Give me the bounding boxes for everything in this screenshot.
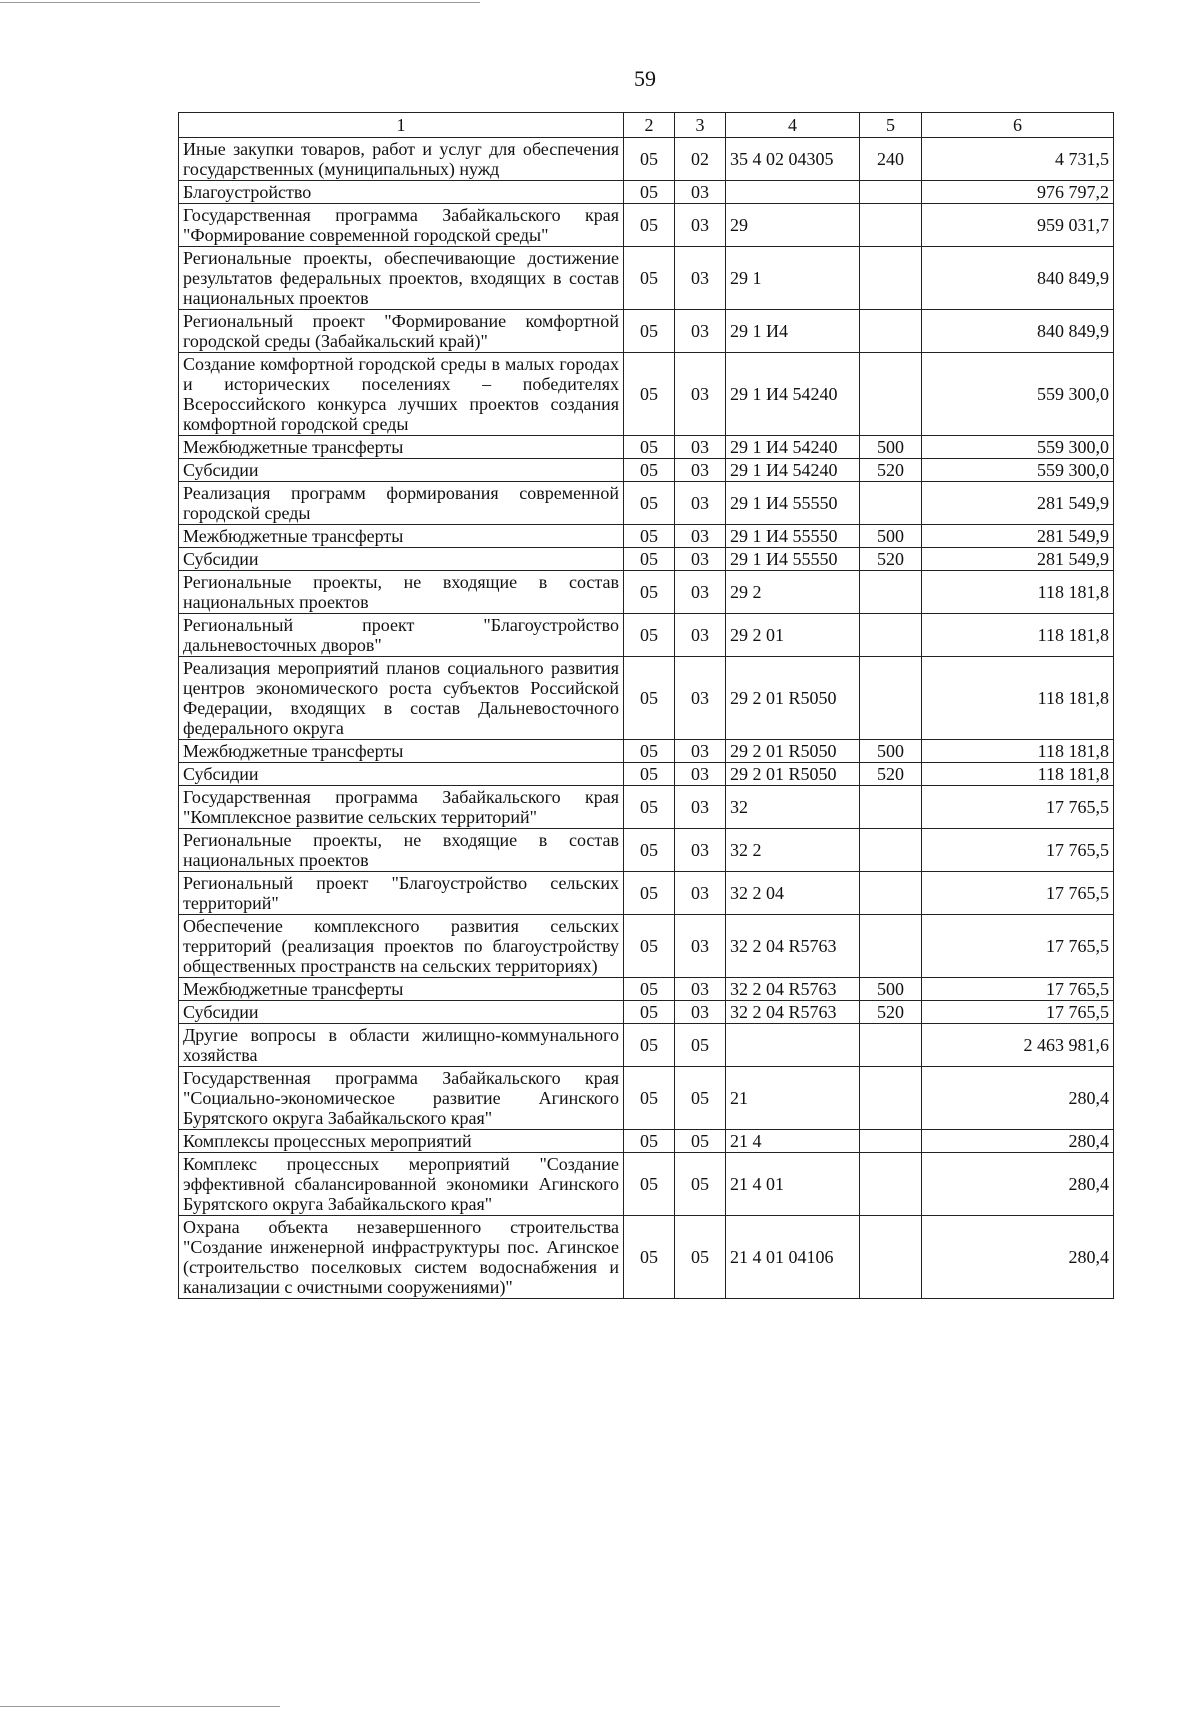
table-row bbox=[179, 786, 1114, 829]
row-name: Субсидии bbox=[179, 459, 624, 482]
row-subsection: 03 bbox=[675, 204, 726, 247]
scan-edge-bottom bbox=[0, 1706, 280, 1707]
row-amount: 4 731,5 bbox=[922, 138, 1114, 181]
row-target-article: 29 1 bbox=[726, 247, 860, 310]
row-amount: 118 181,8 bbox=[922, 614, 1114, 657]
row-amount: 840 849,9 bbox=[922, 310, 1114, 353]
row-amount: 118 181,8 bbox=[922, 657, 1114, 740]
row-name: Государственная программа Забайкальского края "Формирование современной городской среды" bbox=[179, 204, 624, 247]
row-target-article: 32 2 04 bbox=[726, 872, 860, 915]
row-name: Субсидии bbox=[179, 1001, 624, 1024]
row-name: Иные закупки товаров, работ и услуг для обеспечения государственных (муниципальных) нужд bbox=[179, 138, 624, 181]
row-name: Межбюджетные трансферты bbox=[179, 978, 624, 1001]
row-expense-type bbox=[860, 829, 922, 872]
row-amount: 281 549,9 bbox=[922, 548, 1114, 571]
row-name: Субсидии bbox=[179, 763, 624, 786]
row-expense-type bbox=[860, 915, 922, 978]
row-subsection: 03 bbox=[675, 740, 726, 763]
row-name: Межбюджетные трансферты bbox=[179, 436, 624, 459]
row-section: 05 bbox=[624, 138, 675, 181]
header-col-2: 2 bbox=[624, 113, 675, 138]
row-amount: 17 765,5 bbox=[922, 786, 1114, 829]
header-col-5: 5 bbox=[860, 113, 922, 138]
row-amount: 17 765,5 bbox=[922, 915, 1114, 978]
row-name: Региональные проекты, не входящие в состав национальных проектов bbox=[179, 829, 624, 872]
row-expense-type bbox=[860, 482, 922, 525]
row-expense-type: 500 bbox=[860, 525, 922, 548]
row-expense-type bbox=[860, 1130, 922, 1153]
row-section: 05 bbox=[624, 872, 675, 915]
row-target-article: 29 2 01 R5050 bbox=[726, 740, 860, 763]
row-subsection: 02 bbox=[675, 138, 726, 181]
row-target-article: 29 1 И4 55550 bbox=[726, 525, 860, 548]
row-section: 05 bbox=[624, 915, 675, 978]
row-target-article: 29 2 01 bbox=[726, 614, 860, 657]
table-row bbox=[179, 181, 1114, 204]
row-section: 05 bbox=[624, 353, 675, 436]
row-expense-type bbox=[860, 181, 922, 204]
row-subsection: 03 bbox=[675, 353, 726, 436]
budget-table bbox=[178, 112, 1114, 1299]
row-amount: 118 181,8 bbox=[922, 740, 1114, 763]
row-target-article: 29 1 И4 55550 bbox=[726, 482, 860, 525]
header-col-4: 4 bbox=[726, 113, 860, 138]
scan-edge-top bbox=[0, 2, 480, 3]
row-subsection: 03 bbox=[675, 459, 726, 482]
table-row bbox=[179, 1067, 1114, 1130]
row-target-article: 29 bbox=[726, 204, 860, 247]
row-name: Реализация мероприятий планов социального развития центров экономического роста субъектов Российской Федерации, входящих в состав Дальневосточного федерального округа bbox=[179, 657, 624, 740]
row-expense-type bbox=[860, 1153, 922, 1216]
row-amount: 17 765,5 bbox=[922, 872, 1114, 915]
row-subsection: 05 bbox=[675, 1130, 726, 1153]
row-expense-type: 520 bbox=[860, 763, 922, 786]
row-expense-type bbox=[860, 353, 922, 436]
row-expense-type bbox=[860, 310, 922, 353]
row-target-article bbox=[726, 181, 860, 204]
table-row bbox=[179, 548, 1114, 571]
row-amount: 559 300,0 bbox=[922, 436, 1114, 459]
row-amount: 280,4 bbox=[922, 1153, 1114, 1216]
row-target-article: 32 2 04 R5763 bbox=[726, 978, 860, 1001]
row-name: Реализация программ формирования современной городской среды bbox=[179, 482, 624, 525]
row-name: Обеспечение комплексного развития сельских территорий (реализация проектов по благоустройству общественных пространств на сельских территориях) bbox=[179, 915, 624, 978]
row-amount: 281 549,9 bbox=[922, 482, 1114, 525]
row-expense-type: 500 bbox=[860, 740, 922, 763]
row-name: Государственная программа Забайкальского края "Комплексное развитие сельских территорий" bbox=[179, 786, 624, 829]
row-section: 05 bbox=[624, 548, 675, 571]
header-col-6: 6 bbox=[922, 113, 1114, 138]
table-row bbox=[179, 915, 1114, 978]
table-row bbox=[179, 657, 1114, 740]
row-subsection: 03 bbox=[675, 915, 726, 978]
row-section: 05 bbox=[624, 786, 675, 829]
row-section: 05 bbox=[624, 657, 675, 740]
row-expense-type bbox=[860, 657, 922, 740]
row-amount: 17 765,5 bbox=[922, 978, 1114, 1001]
row-target-article bbox=[726, 1024, 860, 1067]
row-target-article: 29 1 И4 54240 bbox=[726, 459, 860, 482]
row-subsection: 03 bbox=[675, 763, 726, 786]
row-section: 05 bbox=[624, 436, 675, 459]
row-subsection: 03 bbox=[675, 872, 726, 915]
table-row bbox=[179, 1216, 1114, 1299]
table-row bbox=[179, 978, 1114, 1001]
row-target-article: 29 2 01 R5050 bbox=[726, 763, 860, 786]
table-row bbox=[179, 571, 1114, 614]
row-amount: 280,4 bbox=[922, 1067, 1114, 1130]
table-row bbox=[179, 614, 1114, 657]
table-row bbox=[179, 1153, 1114, 1216]
row-section: 05 bbox=[624, 482, 675, 525]
row-subsection: 03 bbox=[675, 482, 726, 525]
row-target-article: 29 1 И4 54240 bbox=[726, 353, 860, 436]
row-section: 05 bbox=[624, 247, 675, 310]
row-section: 05 bbox=[624, 571, 675, 614]
row-name: Межбюджетные трансферты bbox=[179, 525, 624, 548]
row-section: 05 bbox=[624, 1153, 675, 1216]
row-expense-type bbox=[860, 571, 922, 614]
row-subsection: 03 bbox=[675, 829, 726, 872]
table-row bbox=[179, 436, 1114, 459]
row-target-article: 32 bbox=[726, 786, 860, 829]
row-expense-type: 500 bbox=[860, 436, 922, 459]
row-amount: 959 031,7 bbox=[922, 204, 1114, 247]
row-subsection: 03 bbox=[675, 1001, 726, 1024]
row-target-article: 32 2 04 R5763 bbox=[726, 1001, 860, 1024]
table-header-row bbox=[179, 113, 1114, 138]
row-amount: 976 797,2 bbox=[922, 181, 1114, 204]
row-expense-type: 520 bbox=[860, 548, 922, 571]
table-row bbox=[179, 1024, 1114, 1067]
row-expense-type bbox=[860, 1067, 922, 1130]
table-row bbox=[179, 829, 1114, 872]
row-section: 05 bbox=[624, 181, 675, 204]
row-amount: 118 181,8 bbox=[922, 571, 1114, 614]
row-section: 05 bbox=[624, 1024, 675, 1067]
header-col-1: 1 bbox=[179, 113, 624, 138]
row-section: 05 bbox=[624, 525, 675, 548]
table-row bbox=[179, 247, 1114, 310]
row-target-article: 29 1 И4 54240 bbox=[726, 436, 860, 459]
page-number: 59 bbox=[634, 66, 656, 91]
row-expense-type bbox=[860, 872, 922, 915]
row-expense-type: 520 bbox=[860, 459, 922, 482]
row-section: 05 bbox=[624, 459, 675, 482]
table-row bbox=[179, 459, 1114, 482]
row-amount: 118 181,8 bbox=[922, 763, 1114, 786]
row-name: Региональный проект "Благоустройство дальневосточных дворов" bbox=[179, 614, 624, 657]
row-section: 05 bbox=[624, 1001, 675, 1024]
row-amount: 840 849,9 bbox=[922, 247, 1114, 310]
row-amount: 280,4 bbox=[922, 1130, 1114, 1153]
table-row bbox=[179, 740, 1114, 763]
row-amount: 559 300,0 bbox=[922, 459, 1114, 482]
row-subsection: 03 bbox=[675, 548, 726, 571]
row-amount: 559 300,0 bbox=[922, 353, 1114, 436]
row-amount: 17 765,5 bbox=[922, 829, 1114, 872]
row-target-article: 32 2 04 R5763 bbox=[726, 915, 860, 978]
row-subsection: 03 bbox=[675, 436, 726, 459]
row-expense-type: 520 bbox=[860, 1001, 922, 1024]
row-subsection: 03 bbox=[675, 181, 726, 204]
table-row bbox=[179, 482, 1114, 525]
row-subsection: 03 bbox=[675, 657, 726, 740]
row-name: Субсидии bbox=[179, 548, 624, 571]
row-target-article: 21 4 bbox=[726, 1130, 860, 1153]
row-section: 05 bbox=[624, 978, 675, 1001]
row-subsection: 03 bbox=[675, 571, 726, 614]
row-subsection: 03 bbox=[675, 614, 726, 657]
table-row bbox=[179, 204, 1114, 247]
row-amount: 2 463 981,6 bbox=[922, 1024, 1114, 1067]
row-section: 05 bbox=[624, 1216, 675, 1299]
row-target-article: 29 2 01 R5050 bbox=[726, 657, 860, 740]
row-section: 05 bbox=[624, 829, 675, 872]
budget-table-body bbox=[179, 113, 1114, 1299]
row-name: Государственная программа Забайкальского края "Социально-экономическое развитие Агинского Бурятского округа Забайкальского края" bbox=[179, 1067, 624, 1130]
row-name: Создание комфортной городской среды в малых городах и исторических поселениях – победителях Всероссийского конкурса лучших проектов создания комфортной городской среды bbox=[179, 353, 624, 436]
row-expense-type: 500 bbox=[860, 978, 922, 1001]
row-target-article: 29 1 И4 bbox=[726, 310, 860, 353]
row-subsection: 05 bbox=[675, 1153, 726, 1216]
row-target-article: 35 4 02 04305 bbox=[726, 138, 860, 181]
table-row bbox=[179, 1001, 1114, 1024]
row-subsection: 05 bbox=[675, 1024, 726, 1067]
header-col-3: 3 bbox=[675, 113, 726, 138]
row-section: 05 bbox=[624, 1067, 675, 1130]
table-row bbox=[179, 525, 1114, 548]
row-name: Благоустройство bbox=[179, 181, 624, 204]
row-target-article: 29 1 И4 55550 bbox=[726, 548, 860, 571]
row-expense-type bbox=[860, 204, 922, 247]
table-row bbox=[179, 763, 1114, 786]
row-name: Региональные проекты, не входящие в состав национальных проектов bbox=[179, 571, 624, 614]
table-row bbox=[179, 138, 1114, 181]
row-section: 05 bbox=[624, 310, 675, 353]
table-row bbox=[179, 872, 1114, 915]
row-expense-type bbox=[860, 1216, 922, 1299]
row-target-article: 29 2 bbox=[726, 571, 860, 614]
row-name: Комплексы процессных мероприятий bbox=[179, 1130, 624, 1153]
row-amount: 17 765,5 bbox=[922, 1001, 1114, 1024]
row-target-article: 21 4 01 04106 bbox=[726, 1216, 860, 1299]
row-expense-type bbox=[860, 614, 922, 657]
row-name: Охрана объекта незавершенного строительства "Создание инженерной инфраструктуры пос. Агинское (строительство поселковых систем водоснабжения и канализации с очистными сооружениями)" bbox=[179, 1216, 624, 1299]
row-expense-type: 240 bbox=[860, 138, 922, 181]
row-name: Межбюджетные трансферты bbox=[179, 740, 624, 763]
row-section: 05 bbox=[624, 763, 675, 786]
row-target-article: 21 4 01 bbox=[726, 1153, 860, 1216]
row-name: Другие вопросы в области жилищно-коммунального хозяйства bbox=[179, 1024, 624, 1067]
row-target-article: 32 2 bbox=[726, 829, 860, 872]
row-subsection: 03 bbox=[675, 525, 726, 548]
row-section: 05 bbox=[624, 1130, 675, 1153]
row-subsection: 03 bbox=[675, 978, 726, 1001]
row-expense-type bbox=[860, 786, 922, 829]
table-row bbox=[179, 1130, 1114, 1153]
row-amount: 281 549,9 bbox=[922, 525, 1114, 548]
row-expense-type bbox=[860, 1024, 922, 1067]
row-subsection: 03 bbox=[675, 247, 726, 310]
row-subsection: 03 bbox=[675, 310, 726, 353]
row-name: Региональный проект "Формирование комфортной городской среды (Забайкальский край)" bbox=[179, 310, 624, 353]
table-row bbox=[179, 353, 1114, 436]
row-subsection: 05 bbox=[675, 1067, 726, 1130]
row-target-article: 21 bbox=[726, 1067, 860, 1130]
row-section: 05 bbox=[624, 614, 675, 657]
row-subsection: 05 bbox=[675, 1216, 726, 1299]
row-section: 05 bbox=[624, 204, 675, 247]
row-amount: 280,4 bbox=[922, 1216, 1114, 1299]
row-subsection: 03 bbox=[675, 786, 726, 829]
row-expense-type bbox=[860, 247, 922, 310]
row-name: Региональный проект "Благоустройство сельских территорий" bbox=[179, 872, 624, 915]
row-section: 05 bbox=[624, 740, 675, 763]
table-row bbox=[179, 310, 1114, 353]
row-name: Комплекс процессных мероприятий "Создание эффективной сбалансированной экономики Агинского Бурятского округа Забайкальского края" bbox=[179, 1153, 624, 1216]
row-name: Региональные проекты, обеспечивающие достижение результатов федеральных проектов, входящих в состав национальных проектов bbox=[179, 247, 624, 310]
